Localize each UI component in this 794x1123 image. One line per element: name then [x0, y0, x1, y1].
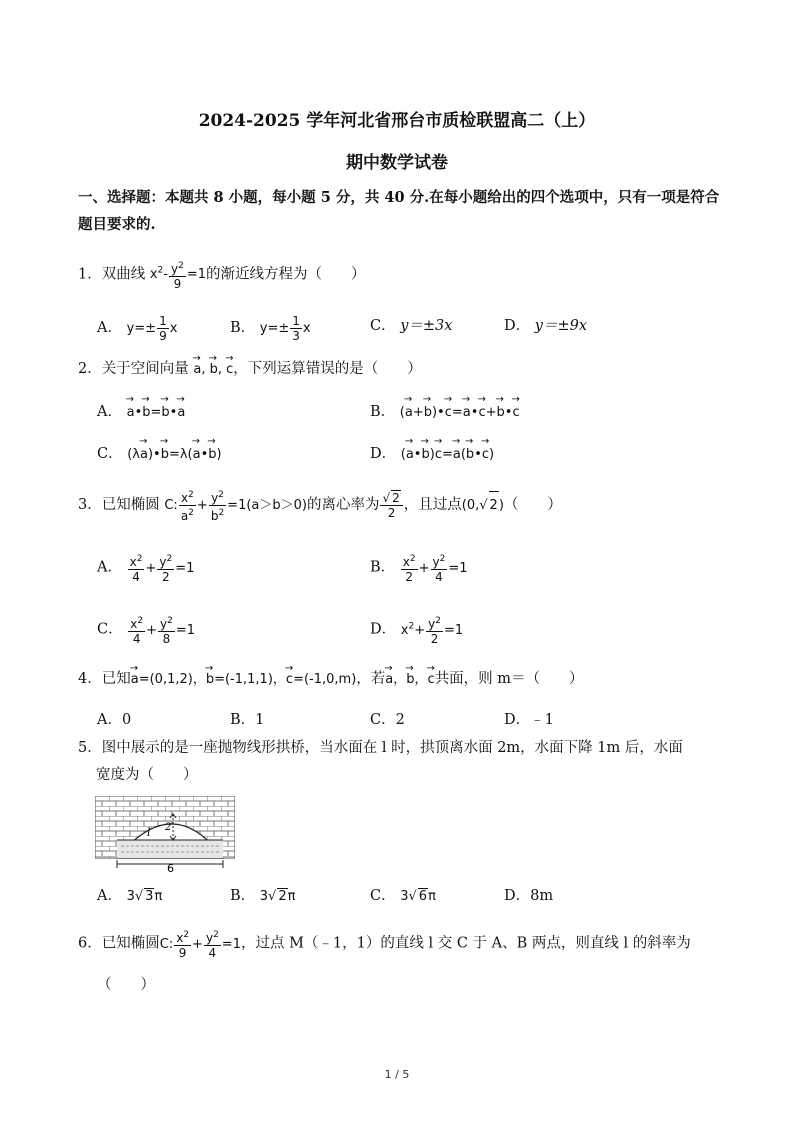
exam-title: 2024-2025 学年河北省邢台市质检联盟高二（上） — [198, 111, 596, 131]
question-6: 6．已知椭圆C: $\frac{x^2}{9}$ + $\frac{y^2}{4}$ =1，过点 M（﹣1，1）的直线 l 交 C 于 A、B 两点，则直线 l 的斜率为 — [78, 930, 691, 960]
q1-equation: $x^2-$ $\frac{y^2}{9}$ =1 — [149, 260, 206, 291]
q5-option-a[interactable]: A． 3√ 3π — [97, 888, 163, 904]
q4-option-b[interactable]: B．1 — [230, 712, 265, 728]
q4-option-a[interactable]: A．0 — [97, 712, 132, 728]
parabolic-bridge-figure — [95, 796, 235, 872]
q3-option-b[interactable]: B． $\frac{x^2}{2}$ + $\frac{y^2}{4}$ =1 — [370, 554, 468, 584]
q5-option-d[interactable]: D．8m — [504, 888, 554, 904]
q1-option-b[interactable]: B． y=± $\frac{1}{3}$ x — [230, 314, 311, 343]
q4-option-d[interactable]: D．﹣1 — [504, 712, 554, 728]
q2-option-a[interactable]: A． → a•→ b=→ b•→ a — [97, 400, 185, 421]
q2-option-c[interactable]: C． (λ→ a)•→ b=λ(→ a•→ b) — [97, 442, 222, 463]
question-4: 4．已知→ a=(0,1,2)，→ b=(-1,1,1)，→ c=(-1,0,m)，若→ a，→ b，→ c共面，则 m＝（ ） — [78, 666, 738, 693]
question-5: 5．图中展示的是一座抛物线形拱桥，当水面在 l 时，拱顶离水面 2m，水面下降 1m 后，水面 宽度为（ ） — [78, 740, 683, 783]
q4-option-c[interactable]: C．2 — [370, 712, 405, 728]
q2-option-d[interactable]: D． (→ a•→ b)→ c=→ a(→ b•→ c) — [370, 442, 494, 463]
q5-option-b[interactable]: B． 3√ 2π — [230, 888, 296, 904]
figure-label-l: l — [147, 826, 151, 839]
question-1: 1．双曲线 $x^2-$ $\frac{y^2}{9}$ =1的渐近线方程为（ ） — [78, 260, 366, 291]
q5-option-c[interactable]: C． 3√ 6π — [370, 888, 436, 904]
figure-label-2: 2 — [165, 822, 172, 833]
q3-option-d[interactable]: D． $x^2+$ $\frac{y^2}{2}$ =1 — [370, 616, 464, 646]
section-heading: 一、选择题：本题共 8 小题，每小题 5 分，共 40 分.在每小题给出的四个选项中，只有一项是符合题目要求的. — [78, 189, 720, 233]
question-2: 2．关于空间向量 → a, → b, → c，下列运算错误的是（ ） — [78, 356, 738, 383]
exam-subtitle: 期中数学试卷 — [346, 153, 448, 173]
q1-option-c[interactable]: C． y＝±3x — [370, 318, 453, 334]
page-number: 1 / 5 — [384, 1068, 410, 1081]
q3-option-a[interactable]: A． $\frac{x^2}{4}$ + $\frac{y^2}{2}$ =1 — [97, 554, 195, 584]
q3-option-c[interactable]: C． $\frac{x^2}{4}$ + $\frac{y^2}{8}$ =1 — [97, 616, 195, 646]
q2-option-b[interactable]: B． (→ a+→ b)•→ c=→ a•→ c+→ b•→ c — [370, 400, 520, 421]
question-6-blank: （ ） — [97, 977, 155, 993]
question-3: 3．已知椭圆 C: $\frac{x^2}{a^2}$ + $\frac{y^2}{b^2}$ =1(a＞b＞0)的离心率为 $\frac{√ 2}{2}$ ，且过点(0,√ 2)（ ） — [78, 490, 562, 523]
q1-option-a[interactable]: A． y=± $\frac{1}{9}$ x — [97, 314, 178, 343]
q1-option-d[interactable]: D． y＝±9x — [504, 318, 587, 334]
figure-label-6: 6 — [167, 862, 174, 872]
